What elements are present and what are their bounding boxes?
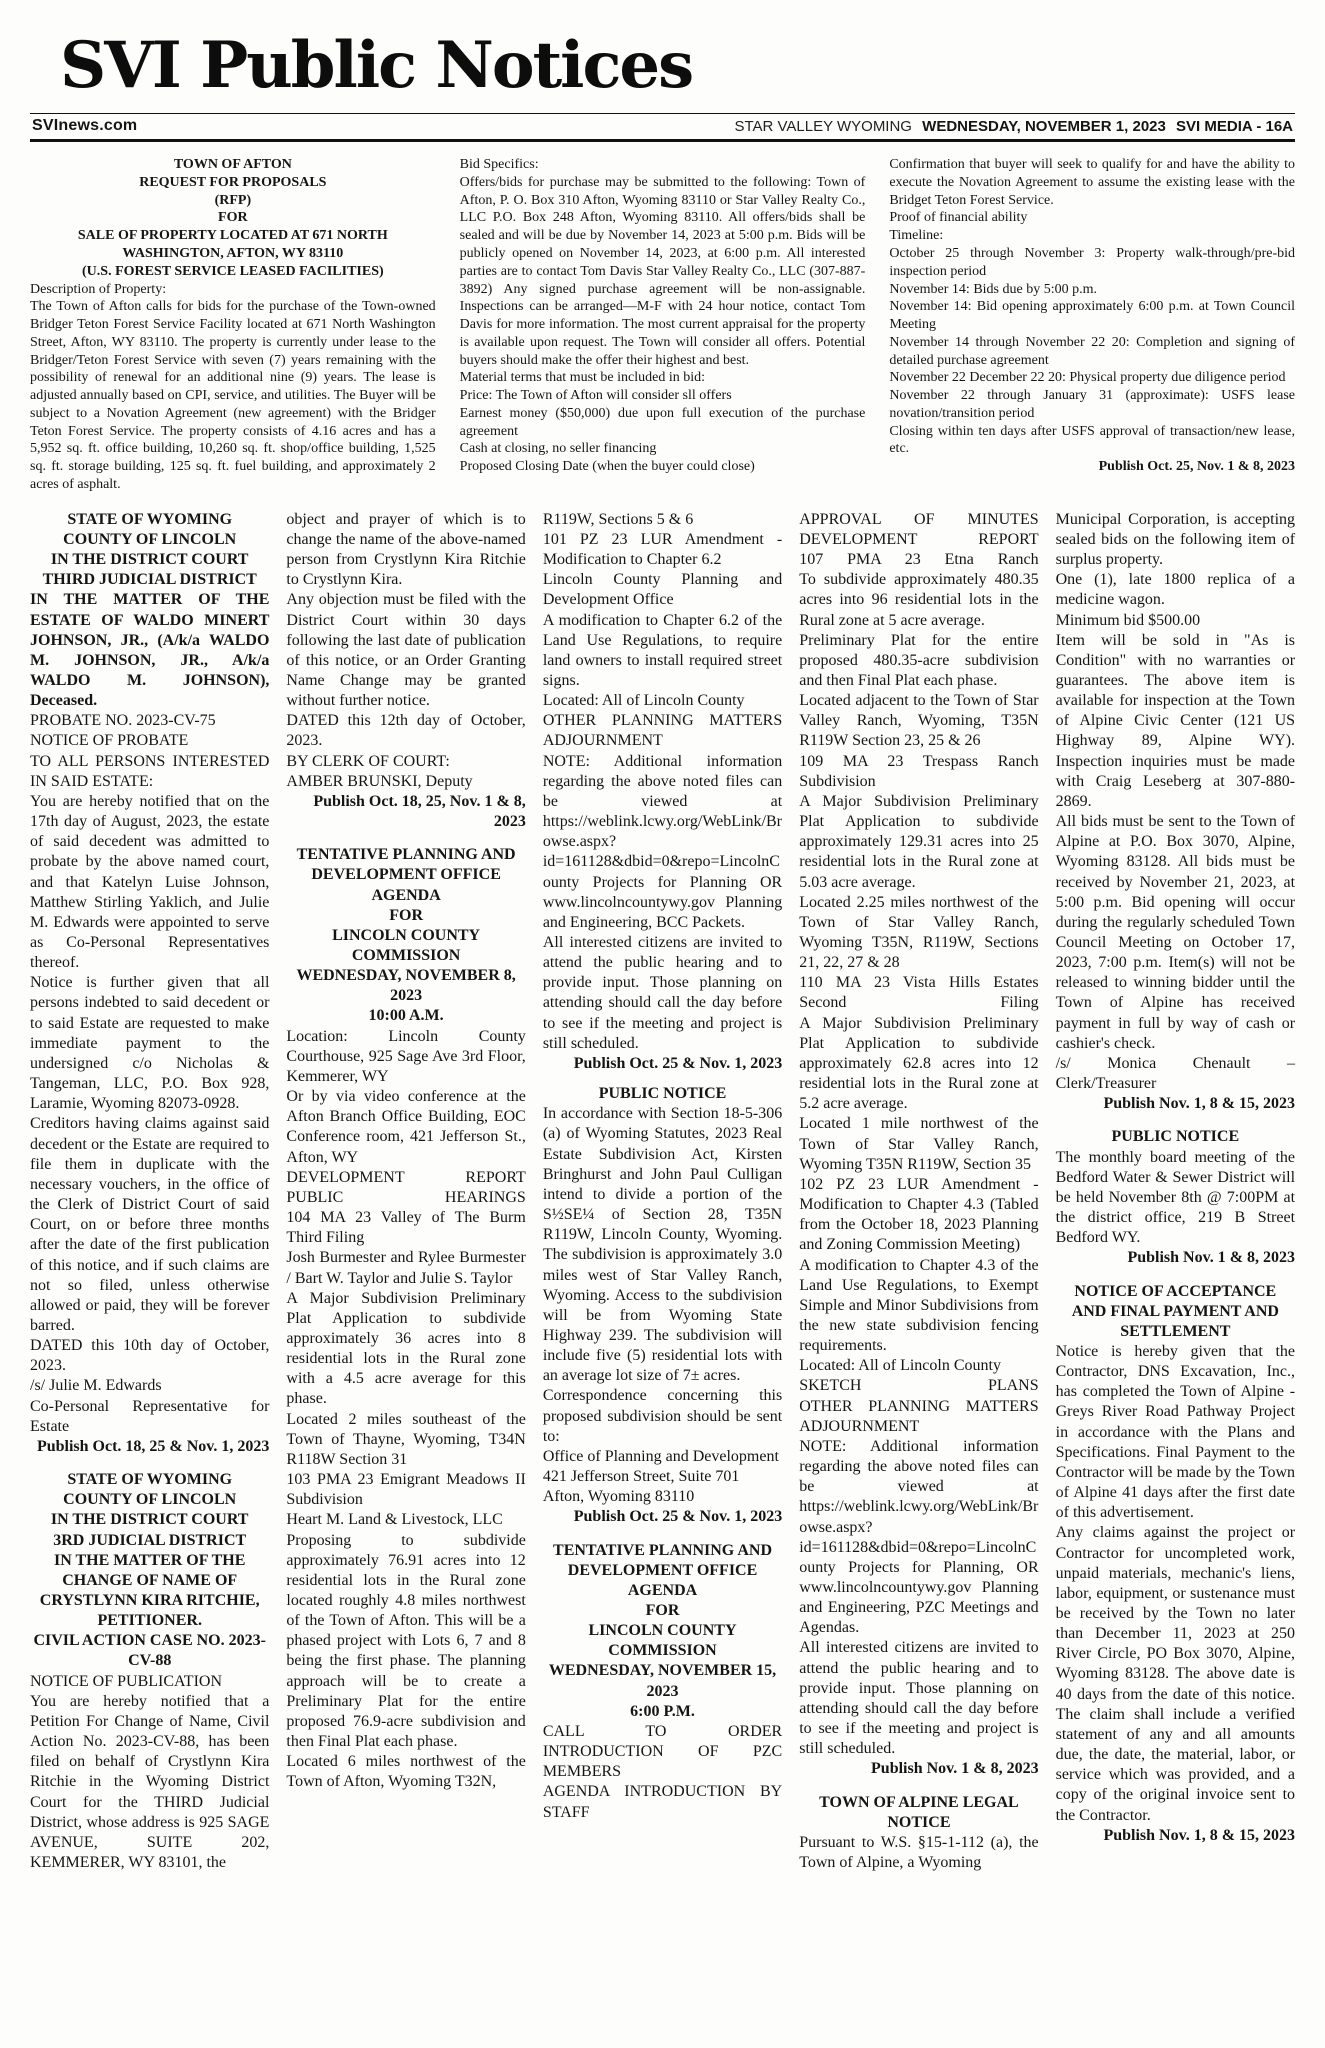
notice-heading: 10:00 A.M.	[368, 1007, 444, 1025]
agenda-line: 107 PMA 23 Etna Ranch	[799, 551, 1039, 569]
notice-paragraph: Description of Property:	[30, 281, 167, 297]
notice-paragraph: Co-Personal Representative for Estate	[30, 1397, 270, 1435]
notice-heading: IN THE DISTRICT COURT	[50, 551, 249, 569]
notice-heading: THIRD JUDICIAL DISTRICT	[42, 571, 257, 589]
notice-paragraph: 103 PMA 23 Emigrant Meadows II Subdivision	[286, 1471, 526, 1509]
notice-paragraph: Located: All of Lincoln County	[542, 692, 745, 710]
notice-paragraph: Heart M. Land & Livestock, LLC	[286, 1511, 503, 1529]
notice-heading: WEDNESDAY, NOVEMBER 15, 2023	[548, 1662, 777, 1700]
notice-gap	[543, 1528, 782, 1541]
agenda-line: PUBLIC HEARINGS	[286, 1188, 526, 1206]
notice-heading: CIVIL ACTION CASE NO. 2023-CV-88	[33, 1632, 266, 1670]
publish-line: Publish Nov. 1 & 8, 2023	[1127, 1249, 1296, 1267]
notice-paragraph: A Major Subdivision Preliminary Plat Application to subdivide approximately 36 acres into 8 residential lots in the Rural zone with a 4.5 acre average for this phase.	[286, 1289, 526, 1408]
masthead	[30, 22, 1295, 142]
notice-paragraph: 101 PZ 23 LUR Amendment - Modification to Chapter 6.2	[542, 530, 783, 569]
publish-line: Publish Oct. 18, 25, Nov. 1 & 8, 2023	[313, 792, 526, 831]
notice-paragraph: Confirmation that buyer will seek to qualify for and have the ability to execute the Novation Agreement to assume the existing lease with the Bridget Teton Forest Service.	[889, 157, 1296, 208]
notice-paragraph: One (1), late 1800 replica of a medicine wagon.	[1055, 571, 1296, 609]
notice-heading: TENTATIVE PLANNING AND DEVELOPMENT OFFICE AGENDA	[296, 846, 516, 904]
notice-paragraph: November 22 December 22 20: Physical property due diligence period	[889, 370, 1286, 386]
notice-paragraph: Location: Lincoln County Courthouse, 925 Sage Ave 3rd Floor, Kemmerer, WY	[286, 1027, 526, 1085]
notice-heading: TOWN OF AFTON	[173, 157, 292, 173]
notice-paragraph: Item will be sold in "As is Condition" with no warranties or guarantees. The above item is available for inspection at the Town of Alpine Civic Center (121 US Highway 89, Alpine WY). Inspection inquiries must be made with Craig Leseberg at 307-880-2869.	[1055, 631, 1296, 810]
notice-heading: IN THE DISTRICT COURT	[50, 1511, 249, 1529]
notice-gap	[30, 1457, 269, 1470]
agenda-line: AGENDA INTRODUCTION BY STAFF	[542, 1783, 783, 1821]
notice-paragraph: 104 MA 23 Valley of The Burm Third Filing	[286, 1209, 526, 1247]
notice-paragraph: AMBER BRUNSKI, Deputy	[286, 772, 473, 790]
notice-paragraph: A modification to Chapter 4.3 of the Land Use Regulations, to Exempt Simple and Minor Subdivisions from the new state subdivision fencing requirements.	[799, 1256, 1039, 1355]
notice-paragraph: /s/ Julie M. Edwards	[30, 1377, 162, 1395]
notice-paragraph: Located 6 miles northwest of the Town of Afton, Wyoming T32N,	[286, 1753, 526, 1791]
notice-column	[460, 156, 866, 476]
notice-paragraph: November 14: Bid opening approximately 6:00 p.m. at Town Council Meeting	[889, 299, 1296, 333]
afton-rfp-notice-section	[30, 156, 1295, 494]
publish-line: Publish Nov. 1 & 8, 2023	[871, 1760, 1039, 1778]
notice-heading: (U.S. FOREST SERVICE LEASED FACILITIES)	[82, 263, 384, 279]
publish-line: Publish Nov. 1, 8 & 15, 2023	[1103, 1826, 1296, 1844]
notice-heading: COUNTY OF LINCOLN	[63, 530, 237, 548]
notice-heading: TOWN OF ALPINE LEGAL NOTICE	[819, 1793, 1019, 1831]
notice-paragraph: Price: The Town of Afton will consider sll offers	[459, 388, 732, 404]
notice-paragraph: DATED this 10th day of October, 2023.	[30, 1337, 270, 1375]
notice-column	[30, 156, 436, 494]
notice-column	[799, 510, 1038, 1873]
notice-heading: SALE OF PROPERTY LOCATED AT 671 NORTH WASHINGTON, AFTON, WY 83110	[77, 228, 388, 262]
agenda-line: OTHER PLANNING MATTERS	[542, 712, 783, 730]
notice-paragraph: PROBATE NO. 2023-CV-75	[30, 712, 216, 730]
notice-paragraph: Offers/bids for purchase may be submitted to the following: Town of Afton, P. O. Box 310 Afton, Wyoming 83110 or Star Valley Realty Co., LLC P.O. Box 248 Afton, Wyoming 83110. All offers/bids shall be sealed and will be due by November 14, 2023 at 5:00 p.m. Bids will be publicly opened on November 14, 2023, at 6:00 p.m. All interested parties are to contact Tom Davis Star Valley Realty Co., LLC (307-887-3892) Any signed purchase agreement will be non-assignable. Inspections can be arranged—M-F with 24 hour notice, contact Tom Davis for more information. The most current appraisal for the property is available upon request. The Town will consider all offers. Potential buyers should make the offer their highest and best.	[459, 174, 866, 368]
notice-paragraph: A Major Subdivision Preliminary Plat Application to subdivide approximately 62.8 acres into 12 residential lots in the Rural zone at 5.2 acre average.	[799, 1014, 1039, 1113]
dateline-location: STAR VALLEY WYOMING	[734, 117, 912, 135]
notice-paragraph: Proposing to subdivide approximately 76.91 acres into 12 residential lots in the Rural zone located roughly 4.8 miles northwest of the Town of Afton. This will be a phased project with Lots 6, 7 and 8 being the first phase. The planning approach will be to create a Preliminary Plat for the entire proposed 76.9-acre subdivision and then Final Plat each phase.	[286, 1531, 526, 1751]
publish-line: Publish Oct. 18, 25 & Nov. 1, 2023	[36, 1437, 270, 1455]
notice-column	[543, 510, 782, 1823]
publish-line: Publish Oct. 25 & Nov. 1, 2023	[573, 1508, 783, 1526]
notice-paragraph: R119W, Sections 5 & 6	[542, 510, 694, 528]
notice-paragraph: November 14 through November 22 20: Completion and signing of detailed purchase agreement	[889, 334, 1296, 368]
notice-paragraph: You are hereby notified that a Petition For Change of Name, Civil Action No. 2023-CV-88, has been filed on behalf of Crystlynn Kira Ritchie in the Wyoming District Court for the THIRD Judicial District, whose address is 925 SAGE AVENUE, SUITE 202, KEMMERER, WY 83101, the	[30, 1692, 270, 1872]
notice-paragraph: October 25 through November 3: Property walk-through/pre-bid inspection period	[889, 246, 1296, 279]
notice-column	[889, 156, 1295, 476]
notice-paragraph: Any claims against the project or Contractor for uncompleted work, unpaid materials, mechanic's liens, labor, equipment, or sustenance must be received by the Town no later than December 11, 2023 at 250 River Circle, PO Box 3070, Alpine, Wyoming 83128. The above date is 40 days from the date of this notice. The claim shall include a verified statement of any and all amounts due, the date, the material, labor, or service which was provided, and a copy of the original invoice sent to the Contractor.	[1055, 1524, 1296, 1824]
notice-gap	[286, 832, 525, 845]
notice-paragraph: Pursuant to W.S. §15-1-112 (a), the Town of Alpine, a Wyoming	[799, 1833, 1039, 1872]
notice-paragraph: Material terms that must be included in bid:	[459, 370, 706, 386]
notice-paragraph: Located adjacent to the Town of Star Valley Ranch, Wyoming, T35N R119W Section 23, 25 & 26	[799, 692, 1039, 750]
publish-line: Publish Nov. 1, 8 & 15, 2023	[1103, 1095, 1296, 1113]
agenda-line: OTHER PLANNING MATTERS	[799, 1397, 1039, 1415]
notice-paragraph: NOTICE OF PROBATE	[30, 732, 189, 750]
notice-paragraph: 102 PZ 23 LUR Amendment - Modification to Chapter 4.3 (Tabled from the October 18, 2023 Planning and Zoning Commission Meeting)	[799, 1175, 1039, 1254]
public-notices-section	[30, 510, 1295, 1873]
notice-paragraph: Located 2.25 miles northwest of the Town of Star Valley Ranch, Wyoming T35N, R119W, Sections 21, 22, 27 & 28	[799, 893, 1039, 972]
agenda-line: INTRODUCTION OF PZC MEMBERS	[542, 1743, 783, 1781]
agenda-line: 109 MA 23 Trespass Ranch Subdivision	[799, 752, 1039, 790]
notice-paragraph: Notice is further given that all persons indebted to said decedent or to said Estate are requested to make immediate payment to the undersigned c/o Nicholas & Tangeman, LLC, P.O. Box 928, Laramie, Wyoming 82073-0928.	[30, 974, 270, 1113]
notice-column	[286, 510, 525, 1793]
dateline-date: WEDNESDAY, NOVEMBER 1, 2023	[922, 117, 1166, 135]
notice-paragraph: NOTE: Additional information regarding the above noted files can be viewed at https://weblink.lcwy.org/WebLink/Browse.aspx?id=161128&dbid=0&repo=LincolnCounty Projects for Planning OR www.lincolncountywy.gov Planning and Engineering, BCC Packets.	[542, 752, 783, 931]
notice-heading: TENTATIVE PLANNING AND DEVELOPMENT OFFICE AGENDA	[553, 1541, 773, 1599]
notice-heading: 3RD JUDICIAL DISTRICT	[53, 1531, 247, 1549]
publish-line: Publish Oct. 25, Nov. 1 & 8, 2023	[1098, 459, 1296, 475]
notice-heading: (RFP)	[214, 192, 252, 208]
notice-heading: LINCOLN COUNTY COMMISSION	[588, 1622, 737, 1660]
notice-paragraph: November 14: Bids due by 5:00 p.m.	[889, 281, 1097, 297]
notice-paragraph: Proposed Closing Date (when the buyer could close)	[459, 459, 755, 475]
notice-paragraph: Or by via video conference at the Afton Branch Office Building, EOC Conference room, 421 Jefferson St., Afton, WY	[286, 1088, 526, 1166]
notice-heading: IN THE MATTER OF THE CHANGE OF NAME OF CRYSTLYNN KIRA RITCHIE, PETITIONER.	[39, 1551, 260, 1630]
notice-paragraph: 421 Jefferson Street, Suite 701	[542, 1468, 740, 1486]
notice-paragraph: November 22 through January 31 (approximate): USFS lease novation/transition period	[889, 388, 1296, 421]
notice-paragraph: Office of Planning and Development	[542, 1447, 779, 1465]
agenda-line: APPROVAL OF MINUTES	[799, 510, 1039, 528]
notice-paragraph: Preliminary Plat for the entire proposed 480.35-acre subdivision and then Final Plat each phase.	[799, 631, 1039, 689]
agenda-line: DEVELOPMENT REPORT	[799, 530, 1039, 548]
notice-paragraph: All interested citizens are invited to attend the public hearing and to provide input. Those planning on attending should call the day before to see if the meeting and project is still scheduled.	[542, 934, 783, 1052]
agenda-line: DEVELOPMENT REPORT	[286, 1168, 526, 1186]
notice-gap	[1056, 1114, 1295, 1127]
notice-paragraph: NOTICE OF PUBLICATION	[30, 1672, 222, 1690]
publish-line: Publish Oct. 25 & Nov. 1, 2023	[573, 1054, 783, 1072]
dateline-bar	[30, 113, 1295, 142]
notice-paragraph: Located: All of Lincoln County	[799, 1357, 1001, 1375]
notice-column	[30, 510, 269, 1873]
notice-paragraph: Closing within ten days after USFS approval of transaction/new lease, etc.	[889, 423, 1296, 457]
notice-paragraph-bold: IN THE MATTER OF THE ESTATE OF WALDO MINERT JOHNSON, JR., (A/k/a WALDO M. JOHNSON, JR., A/k/a WALDO M. JOHNSON), Deceased.	[30, 591, 270, 710]
notice-paragraph: NOTE: Additional information regarding the above noted files can be viewed at https://weblink.lcwy.org/WebLink/Browse.aspx?id=161128&dbid=0&repo=LincolnCounty Projects for Planning, OR www.lincolncountywy.gov Planning and Engineering, PZC Meetings and Agendas.	[799, 1437, 1039, 1637]
notice-heading: FOR	[218, 210, 248, 226]
notice-heading: STATE OF WYOMING	[67, 510, 233, 528]
notice-paragraph: A modification to Chapter 6.2 of the Land Use Regulations, to require land owners to install required street signs.	[542, 611, 783, 689]
agenda-line: ADJOURNMENT	[799, 1417, 920, 1435]
notice-paragraph: To subdivide approximately 480.35 acres into 96 residential lots in the Rural zone at 5 acre average.	[799, 571, 1039, 629]
notice-paragraph: TO ALL PERSONS INTERESTED IN SAID ESTATE:	[30, 752, 270, 790]
notice-heading: STATE OF WYOMING	[67, 1471, 233, 1489]
notice-paragraph: Minimum bid $500.00	[1055, 611, 1201, 629]
notice-heading: COUNTY OF LINCOLN	[63, 1491, 237, 1509]
notice-paragraph: Notice is hereby given that the Contractor, DNS Excavation, Inc., has completed the Town of Alpine - Greys River Road Pathway Project in accordance with the Plans and Specifications. Final Payment to the Contractor will be made by the Town of Alpine 41 days after the first date of this advertisement.	[1055, 1342, 1296, 1522]
notice-heading: FOR	[645, 1602, 680, 1620]
notice-paragraph: Cash at closing, no seller financing	[459, 441, 657, 457]
publication-title: SVI Public Notices	[60, 28, 693, 103]
notice-paragraph: The monthly board meeting of the Bedford Water & Sewer District will be held November 8th @ 7:00PM at the district office, 219 B Street Bedford WY.	[1055, 1148, 1296, 1247]
notice-paragraph: Correspondence concerning this proposed subdivision should be sent to:	[542, 1387, 783, 1445]
agenda-line: 110 MA 23 Vista Hills Estates Second Filing	[799, 974, 1039, 1012]
notice-paragraph: All bids must be sent to the Town of Alpine at P.O. Box 3070, Alpine, Wyoming 83128. All bids must be received by November 21, 2023, at 5:00 p.m. Bid opening will occur during the regularly scheduled Town Council Meeting on October 17, 2023, 7:00 p.m. Item(s) will not be released to winning bidder until the Town of Alpine has received payment in full by way of cash or cashier's check.	[1055, 813, 1296, 1052]
notice-column	[1056, 510, 1295, 1846]
notice-paragraph: Creditors having claims against said decedent or the Estate are required to file them in duplicate with the necessary vouchers, in the office of the Clerk of District Court of said Court, on or before three months after the date of the first publication of this notice, and if such claims are not so filed, unless otherwise allowed or paid, they will be forever barred.	[30, 1115, 270, 1334]
agenda-line: CALL TO ORDER	[542, 1722, 783, 1740]
notice-paragraph: Municipal Corporation, is accepting sealed bids on the following item of surplus property.	[1055, 510, 1296, 569]
notice-paragraph: Bid Specifics:	[459, 157, 539, 173]
notice-paragraph: Proof of financial ability	[889, 210, 1028, 226]
notice-heading: 6:00 P.M.	[630, 1702, 695, 1720]
notice-heading: PUBLIC NOTICE	[598, 1085, 727, 1103]
notice-heading: NOTICE OF ACCEPTANCE AND FINAL PAYMENT AND SETTLEMENT	[1071, 1282, 1279, 1340]
notice-paragraph: Timeline:	[889, 228, 944, 244]
notice-heading: REQUEST FOR PROPOSALS	[139, 174, 327, 190]
notice-paragraph: You are hereby notified that on the 17th day of August, 2023, the estate of said decedent was admitted to probate by the above named court, and that Katelyn Luise Johnson, Matthew Stirling Yaklich, and Julie M. Edwards were appointed to serve as Co-Personal Representatives thereof.	[30, 792, 270, 972]
notice-paragraph: Located 2 miles southeast of the Town of Thayne, Wyoming, T34N R118W Section 31	[286, 1410, 526, 1468]
notice-paragraph: Earnest money ($50,000) due upon full execution of the purchase agreement	[459, 405, 866, 439]
notice-paragraph: Any objection must be filed with the District Court within 30 days following the last date of publication of this notice, or an Order Granting Name Change may be granted without further notice.	[286, 591, 526, 710]
notice-paragraph: /s/ Monica Chenault – Clerk/Treasurer	[1055, 1054, 1296, 1093]
notice-heading: WEDNESDAY, NOVEMBER 8, 2023	[296, 967, 516, 1005]
notice-gap	[1056, 1269, 1295, 1282]
agenda-line: ADJOURNMENT	[542, 732, 663, 750]
notice-paragraph: Located 1 mile northwest of the Town of Star Valley Ranch, Wyoming T35N R119W, Section 35	[799, 1115, 1039, 1173]
website-url[interactable]: SVInews.com	[32, 117, 138, 135]
notice-paragraph: object and prayer of which is to change the name of the above-named person from Crystlynn Kira Ritchie to Crystlynn Kira.	[286, 510, 526, 589]
notice-paragraph: Afton, Wyoming 83110	[542, 1488, 695, 1506]
notice-paragraph: In accordance with Section 18-5-306 (a) of Wyoming Statutes, 2023 Real Estate Subdivision Act, Kirsten Bringhurst and John Paul Culligan intend to divide a portion of the S½SE¼ of Section 28, T35N R119W, Lincoln County, Wyoming. The subdivision is approximately 3.0 miles west of Star Valley Ranch, Wyoming. Access to the subdivision will be from Wyoming State Highway 239. The subdivision will include five (5) residential lots with an average lot size of 7± acres.	[542, 1105, 783, 1385]
dateline-edition: SVI MEDIA - 16A	[1176, 117, 1293, 135]
agenda-line: SKETCH PLANS	[799, 1377, 1039, 1395]
dateline-right	[728, 118, 1293, 135]
notice-paragraph: DATED this 12th day of October, 2023.	[286, 712, 526, 750]
notice-paragraph: Lincoln County Planning and Development Office	[542, 571, 783, 609]
notice-paragraph: All interested citizens are invited to attend the public hearing and to provide input. Those planning on attending should call the day before to see if the meeting and project is still scheduled.	[799, 1639, 1039, 1758]
notice-paragraph: Josh Burmester and Rylee Burmester / Bart W. Taylor and Julie S. Taylor	[286, 1249, 526, 1287]
notice-heading: LINCOLN COUNTY COMMISSION	[332, 926, 481, 965]
notice-gap	[799, 1780, 1038, 1793]
notice-paragraph: BY CLERK OF COURT:	[286, 752, 450, 770]
notice-paragraph: The Town of Afton calls for bids for the purchase of the Town-owned Bridger Teton Forest Service Facility located at 671 North Washington Street, Afton, WY 83110. The property is currently under lease to the Bridger/Teton Forest Service with seven (7) years remaining with the possibility of renewal for an additional nine (9) years. The lease is adjusted annually based on CPI, service, and utilities. The Buyer will be subject to a Novation Agreement (new agreement) with the Bridger Teton Forest Service. The property consists of 4.16 acres and has a 5,952 sq. ft. office building, 10,260 sq. ft. shop/office building, 1,525 sq. ft. storage building, 125 sq. ft. fuel building, and approximately 2 acres of asphalt.	[30, 299, 436, 492]
notice-paragraph: A Major Subdivision Preliminary Plat Application to subdivide approximately 129.31 acres into 25 residential lots in the Rural zone at 5.03 acre average.	[799, 792, 1039, 891]
notice-heading: PUBLIC NOTICE	[1111, 1128, 1240, 1146]
notice-heading: FOR	[389, 906, 423, 924]
